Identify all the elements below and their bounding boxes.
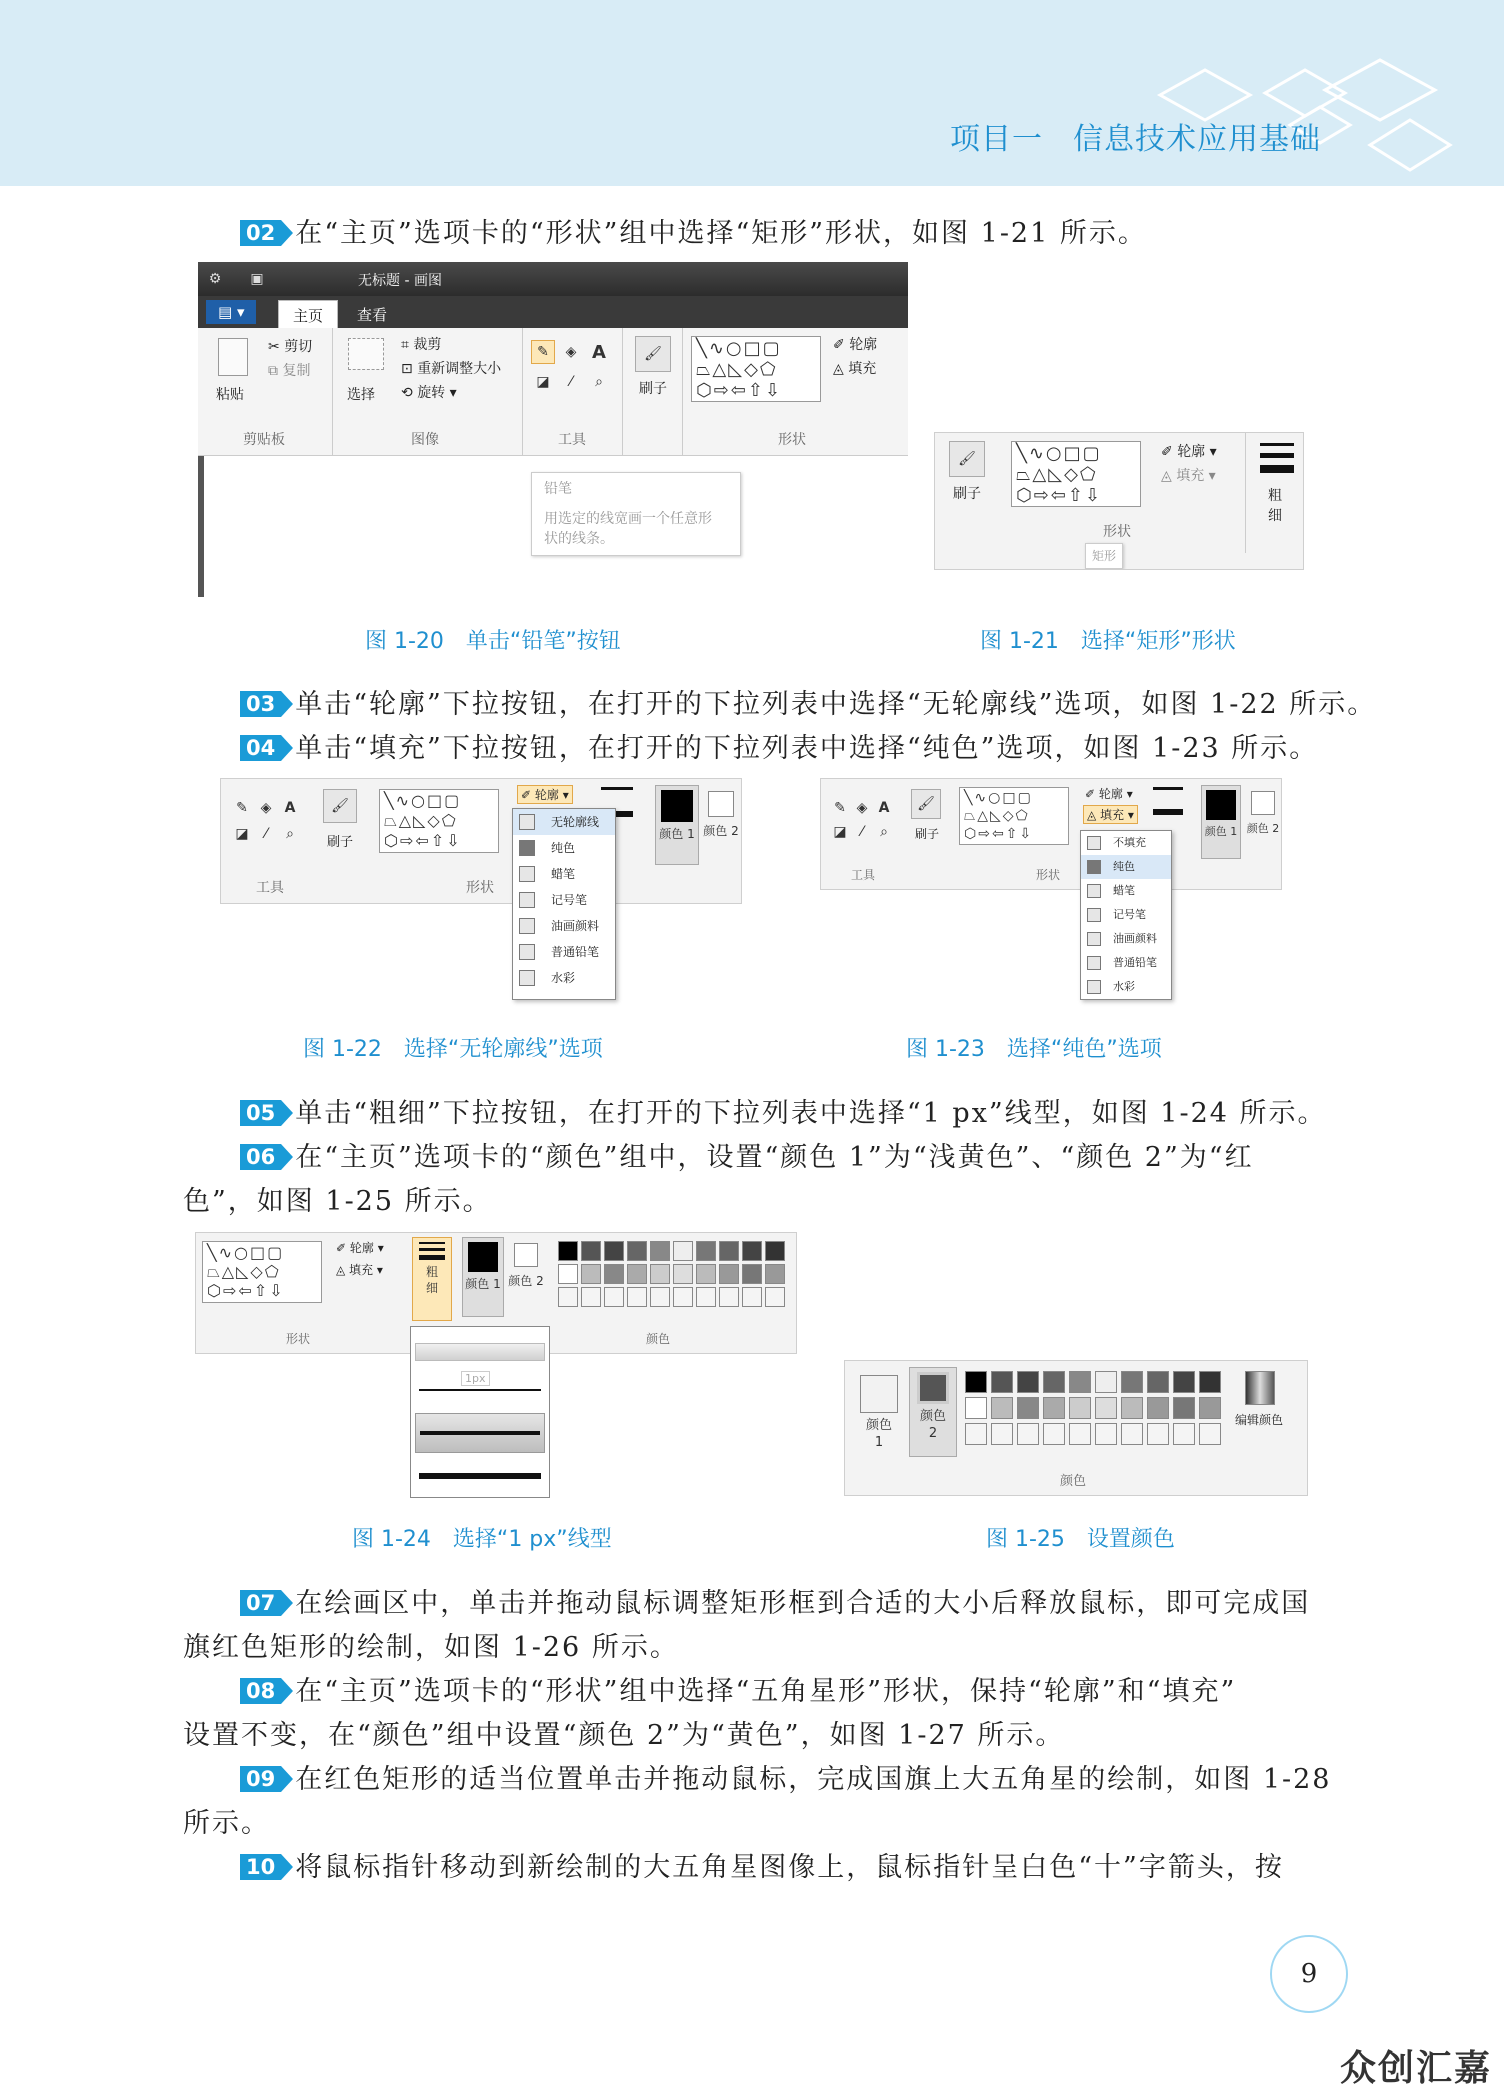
brush-group (623, 328, 683, 455)
palette-swatch[interactable] (696, 1287, 716, 1307)
palette-swatch[interactable] (627, 1264, 647, 1284)
color1-swatch (860, 1375, 898, 1413)
palette-swatch[interactable] (742, 1287, 762, 1307)
palette-swatch[interactable] (1095, 1423, 1117, 1445)
menu-item-label: 记号笔 (551, 893, 588, 907)
color2-selector[interactable] (703, 785, 739, 865)
ribbon (198, 328, 908, 456)
shapes-group-label: 形状 (466, 880, 494, 896)
size-label-1[interactable]: 粗 (1268, 488, 1282, 504)
paragraph-text: 单击“填充”下拉按钮，在打开的下拉列表中选择“纯色”选项，如图 1-23 所示。 (295, 733, 1319, 764)
palette-swatch[interactable] (1095, 1371, 1117, 1393)
size-option-1px[interactable] (415, 1343, 545, 1361)
size-button[interactable] (412, 1237, 452, 1321)
tooltip-body-1: 用选定的线宽画一个任意形 (544, 511, 712, 527)
caption-1-25: 图 1-25 设置颜色 (986, 1527, 1175, 1552)
palette-swatch[interactable] (742, 1241, 762, 1261)
fill-label: 填充 (349, 1263, 374, 1277)
palette-swatch[interactable] (1095, 1397, 1117, 1419)
palette-swatch[interactable] (1017, 1397, 1039, 1419)
color-picker-icon[interactable]: ⁄ (569, 374, 573, 390)
menu-item-label: 普通铅笔 (1113, 956, 1157, 969)
color1-selector[interactable] (1201, 785, 1241, 859)
menu-item[interactable] (513, 861, 615, 887)
menu-item-icon (519, 944, 535, 960)
colors-group-label: 颜色 (1060, 1474, 1087, 1489)
fill-bucket-icon[interactable]: ◈ (260, 800, 272, 816)
palette-swatch[interactable] (742, 1264, 762, 1284)
figure-1-20-screenshot (198, 262, 908, 597)
magnifier-icon[interactable]: ⌕ (286, 826, 294, 842)
menu-item-icon (1087, 932, 1101, 946)
color2-swatch (708, 791, 734, 817)
tools-group-label: 工具 (558, 432, 586, 448)
paragraph-04 (240, 727, 1380, 771)
step-badge: 04 (240, 735, 281, 761)
palette-swatch[interactable] (1173, 1423, 1195, 1445)
palette-swatch[interactable] (650, 1241, 670, 1261)
outline-button[interactable]: ✐ 轮廓 ▾ (336, 1241, 384, 1255)
color2-swatch (1251, 791, 1275, 815)
palette-swatch[interactable] (1069, 1397, 1091, 1419)
color1-swatch (468, 1242, 498, 1272)
menu-item[interactable] (1081, 927, 1171, 951)
caption-1-22: 图 1-22 选择“无轮廓线”选项 (303, 1037, 603, 1062)
palette-swatch[interactable] (1147, 1397, 1169, 1419)
rectangle-tooltip: 矩形 (1085, 543, 1123, 569)
paragraph-02 (240, 212, 1380, 256)
menu-item-icon (519, 892, 535, 908)
caption-1-24: 图 1-24 选择“1 px”线型 (352, 1527, 612, 1552)
paragraph-text-continued: 所示。 (183, 1808, 270, 1839)
paragraph-text: 在绘画区中，单击并拖动鼠标调整矩形框到合适的大小后释放鼠标，即可完成国 (295, 1588, 1311, 1619)
brush-button[interactable]: 刷子 (915, 827, 940, 841)
color-palette (965, 1371, 1225, 1449)
resize-button[interactable]: ⊡ 重新调整大小 (401, 361, 502, 377)
tab-home[interactable]: 主页 (278, 300, 338, 330)
menu-item-label: 纯色 (1113, 860, 1135, 873)
palette-swatch[interactable] (673, 1264, 693, 1284)
palette-swatch[interactable] (627, 1241, 647, 1261)
palette-swatch[interactable] (1147, 1423, 1169, 1445)
fill-label: 填充 (848, 361, 877, 377)
image-group-label: 图像 (411, 432, 439, 448)
outline-button[interactable]: ✐ 轮廓 ▾ (1161, 444, 1217, 460)
size-line (1260, 465, 1294, 473)
copy-button[interactable]: ⧉ 复制 (268, 363, 311, 379)
fill-button[interactable]: ◬ 填充 ▾ (336, 1263, 383, 1277)
color1-swatch (1206, 790, 1236, 820)
paragraph-text: 在“主页”选项卡的“颜色”组中，设置“颜色 1”为“浅黄色”、“颜色 2”为“红 (295, 1142, 1254, 1173)
outline-label: 轮廓 (534, 788, 559, 802)
shapes-gallery[interactable]: ╲∿○□▢ ⏢△◺◇⬠ ⬡⇨⇦⇧⇩ (379, 789, 499, 853)
fill-label: 填充 (1176, 468, 1205, 484)
app-icon: ⚙ (208, 271, 222, 287)
shapes-gallery[interactable]: ╲∿○□▢ ⏢△◺◇⬠ ⬡⇨⇦⇧⇩ (959, 787, 1069, 845)
palette-swatch[interactable] (604, 1264, 624, 1284)
palette-swatch[interactable] (1121, 1371, 1143, 1393)
outline-label: 轮廓 (1177, 444, 1206, 460)
paste-button[interactable]: 粘贴 (216, 387, 244, 403)
caption-1-20: 图 1-20 单击“铅笔”按钮 (365, 629, 621, 654)
color2-swatch (514, 1243, 538, 1267)
figure-1-23-screenshot (820, 778, 1282, 890)
color1-selector[interactable] (462, 1237, 504, 1317)
menu-item-label: 油画颜料 (1113, 932, 1157, 945)
palette-swatch[interactable] (581, 1287, 601, 1307)
paragraph-07 (183, 1582, 1380, 1670)
menu-item[interactable] (513, 835, 615, 861)
step-badge: 05 (240, 1100, 281, 1126)
palette-swatch[interactable] (1069, 1423, 1091, 1445)
palette-swatch[interactable] (991, 1397, 1013, 1419)
magnifier-icon[interactable]: ⌕ (880, 824, 888, 840)
tooltip-body-2: 状的线条。 (544, 531, 614, 547)
color2-swatch (917, 1372, 949, 1404)
pencil-icon[interactable]: ✎ (531, 340, 555, 364)
menu-item-label: 蜡笔 (1113, 884, 1135, 897)
palette-swatch[interactable] (627, 1287, 647, 1307)
brush-button[interactable]: 刷子 (639, 381, 667, 397)
menu-item-label: 水彩 (551, 971, 576, 985)
paragraph-05 (240, 1092, 1380, 1136)
page-number (1270, 1935, 1348, 2013)
menu-item-label: 不填充 (1113, 836, 1146, 849)
paste-icon[interactable] (218, 338, 248, 376)
color2-label: 颜色 2 (920, 1409, 947, 1441)
brush-icon[interactable]: 🖌 (949, 441, 985, 477)
tools-group-label: 工具 (256, 880, 284, 896)
palette-swatch[interactable] (1199, 1423, 1221, 1445)
color1-label: 颜色 1 (465, 1277, 501, 1291)
menu-item[interactable] (513, 887, 615, 913)
outline-dropdown-menu (512, 808, 616, 1000)
palette-swatch[interactable] (765, 1287, 785, 1307)
fill-label: 填充 (1100, 808, 1125, 822)
tools-group (523, 328, 623, 455)
palette-swatch[interactable] (965, 1423, 987, 1445)
paragraph-text-continued: 旗红色矩形的绘制，如图 1-26 所示。 (183, 1632, 679, 1663)
outline-label: 轮廓 (349, 1241, 374, 1255)
palette-swatch[interactable] (650, 1264, 670, 1284)
menu-item-icon (519, 814, 535, 830)
paragraph-10 (240, 1846, 1380, 1890)
copy-label: 复制 (282, 363, 311, 379)
crop-label: 裁剪 (413, 337, 442, 353)
step-badge: 02 (240, 220, 281, 246)
pencil-icon[interactable]: ✎ (834, 800, 846, 816)
select-icon[interactable] (348, 338, 384, 370)
shapes-group-label: 形状 (778, 432, 806, 448)
brush-button[interactable]: 刷子 (327, 835, 354, 850)
shapes-group-label: 形状 (1103, 524, 1131, 540)
palette-swatch[interactable] (765, 1264, 785, 1284)
palette-swatch[interactable] (719, 1241, 739, 1261)
palette-swatch[interactable] (1043, 1397, 1065, 1419)
menu-item-label: 记号笔 (1113, 908, 1146, 921)
palette-swatch[interactable] (1199, 1371, 1221, 1393)
fill-button[interactable]: ◬ 填充 (833, 361, 877, 377)
palette-swatch[interactable] (1147, 1371, 1169, 1393)
step-badge: 06 (240, 1144, 281, 1170)
text-icon[interactable]: A (284, 800, 296, 816)
outline-label: 轮廓 (849, 337, 878, 353)
text-icon[interactable]: A (592, 341, 606, 363)
crop-button[interactable]: ⌗ 裁剪 (401, 337, 442, 353)
color-picker-icon[interactable]: ⁄ (264, 826, 268, 842)
size-dropdown (410, 1326, 550, 1498)
color2-label: 颜色 2 (1246, 822, 1280, 835)
menu-item[interactable] (513, 913, 615, 939)
palette-swatch[interactable] (1173, 1397, 1195, 1419)
brush-icon[interactable]: 🖌 (635, 336, 671, 372)
brush-icon[interactable]: 🖌 (911, 789, 941, 819)
brush-icon[interactable]: 🖌 (323, 789, 357, 823)
magnifier-icon[interactable]: ⌕ (595, 374, 603, 390)
menu-item-icon (1087, 956, 1101, 970)
fill-bucket-icon[interactable]: ◈ (565, 344, 577, 360)
cut-label: 剪切 (284, 339, 313, 355)
size-label-2: 细 (425, 1281, 438, 1295)
tools-group-label: 工具 (851, 868, 876, 882)
color2-label: 颜色 2 (703, 824, 739, 838)
menu-item[interactable] (1081, 951, 1171, 975)
clipboard-group (198, 328, 333, 455)
palette-swatch[interactable] (696, 1241, 716, 1261)
size-icon[interactable] (1153, 787, 1183, 815)
menu-item-label: 普通铅笔 (551, 945, 600, 959)
size-label-1: 粗 (425, 1265, 438, 1279)
color1-label: 颜色 1 (659, 827, 695, 841)
palette-swatch[interactable] (1199, 1397, 1221, 1419)
step-badge: 09 (240, 1766, 281, 1792)
fill-bucket-icon[interactable]: ◈ (856, 800, 868, 816)
color1-selector[interactable] (857, 1371, 901, 1451)
palette-swatch[interactable] (765, 1241, 785, 1261)
palette-swatch[interactable] (604, 1241, 624, 1261)
menu-item[interactable] (1081, 831, 1171, 855)
outline-button[interactable]: ✐ 轮廓 (833, 337, 878, 353)
menu-item-label: 纯色 (551, 841, 576, 855)
tab-row (198, 296, 908, 328)
figure-1-22-screenshot (220, 778, 742, 904)
size-option-line[interactable] (419, 1389, 541, 1391)
caption-1-23: 图 1-23 选择“纯色”选项 (906, 1037, 1162, 1062)
color2-selector[interactable] (1245, 785, 1281, 859)
figure-1-25-screenshot (844, 1360, 1308, 1496)
palette-swatch[interactable] (965, 1371, 987, 1393)
paragraph-08 (183, 1670, 1380, 1758)
edit-colors-button[interactable]: 编辑颜色 (1235, 1413, 1284, 1427)
paragraph-text: 在“主页”选项卡的“形状”组中选择“五角星形”形状，保持“轮廓”和“填充” (295, 1676, 1237, 1707)
brand-watermark: 众创汇嘉 (1340, 2048, 1493, 2089)
size-label-2[interactable]: 细 (1268, 508, 1282, 524)
project-title: 信息技术应用基础 (1073, 122, 1321, 157)
pencil-tooltip (531, 472, 741, 556)
paragraph-text: 单击“粗细”下拉按钮，在打开的下拉列表中选择“1 px”线型，如图 1-24 所示。 (295, 1098, 1327, 1129)
size-line (1260, 443, 1294, 446)
menu-item[interactable] (513, 965, 615, 991)
palette-swatch[interactable] (991, 1371, 1013, 1393)
palette-swatch[interactable] (604, 1287, 624, 1307)
paragraph-text: 单击“轮廓”下拉按钮，在打开的下拉列表中选择“无轮廓线”选项，如图 1-22 所示。 (295, 689, 1377, 720)
size-line (1260, 453, 1294, 458)
page-number-text: 9 (1300, 1959, 1318, 1989)
color2-label: 颜色 2 (508, 1274, 544, 1288)
palette-swatch[interactable] (1121, 1423, 1143, 1445)
palette-swatch[interactable] (1121, 1397, 1143, 1419)
eraser-icon[interactable]: ◪ (536, 374, 550, 390)
paragraph-text: 在红色矩形的适当位置单击并拖动鼠标，完成国旗上大五角星的绘制，如图 1-28 (295, 1764, 1332, 1795)
eraser-icon[interactable]: ◪ (833, 824, 847, 840)
project-label: 项目一 (950, 122, 1043, 157)
shapes-gallery[interactable]: ╲∿○□▢ ⏢△◺◇⬠ ⬡⇨⇦⇧⇩ (1011, 441, 1141, 507)
palette-swatch[interactable] (696, 1264, 716, 1284)
text-icon[interactable]: A (878, 800, 890, 816)
step-badge: 03 (240, 691, 281, 717)
menu-item[interactable] (1081, 903, 1171, 927)
menu-item[interactable] (1081, 975, 1171, 999)
palette-swatch[interactable] (991, 1423, 1013, 1445)
palette-swatch[interactable] (1043, 1423, 1065, 1445)
size-option-line[interactable] (419, 1473, 541, 1479)
menu-item[interactable] (1081, 855, 1171, 879)
file-menu-button[interactable]: ▤ ▾ (206, 300, 256, 324)
shapes-gallery[interactable]: ╲∿○□▢ ⏢△◺◇⬠ ⬡⇨⇦⇧⇩ (691, 336, 821, 402)
color-picker-icon[interactable]: ⁄ (860, 824, 864, 840)
save-icon[interactable]: ▣ (250, 271, 264, 287)
paragraph-09 (183, 1758, 1380, 1846)
palette-swatch[interactable] (1017, 1423, 1039, 1445)
paragraph-text-continued: 设置不变，在“颜色”组中设置“颜色 2”为“黄色”，如图 1-27 所示。 (183, 1720, 1065, 1751)
shapes-gallery[interactable]: ╲∿○□▢ ⏢△◺◇⬠ ⬡⇨⇦⇧⇩ (202, 1241, 322, 1303)
color2-selector[interactable] (909, 1367, 957, 1457)
paragraph-text-continued: 色”，如图 1-25 所示。 (183, 1186, 492, 1217)
step-badge: 07 (240, 1590, 281, 1616)
fill-dropdown-menu (1080, 830, 1172, 1000)
menu-item[interactable] (1081, 879, 1171, 903)
step-badge: 10 (240, 1854, 281, 1880)
color1-label: 颜色 1 (866, 1418, 893, 1450)
outline-button[interactable]: ✐ 轮廓 ▾ (517, 785, 573, 804)
menu-item-label: 无轮廓线 (551, 815, 600, 829)
shapes-group-label: 形状 (286, 1332, 311, 1346)
window-title: 无标题 - 画图 (358, 273, 442, 289)
palette-swatch[interactable] (558, 1241, 578, 1261)
clipboard-group-label: 剪贴板 (243, 432, 285, 448)
menu-item-icon (519, 866, 535, 882)
menu-item-label: 油画颜料 (551, 919, 600, 933)
palette-swatch[interactable] (558, 1287, 578, 1307)
palette-swatch[interactable] (581, 1241, 601, 1261)
brush-button[interactable]: 刷子 (953, 486, 981, 502)
menu-item-icon (1087, 980, 1101, 994)
paragraph-03 (240, 683, 1380, 727)
step-badge: 08 (240, 1678, 281, 1704)
eraser-icon[interactable]: ◪ (235, 826, 249, 842)
shapes-group (683, 328, 908, 455)
palette-swatch[interactable] (673, 1241, 693, 1261)
palette-swatch[interactable] (1069, 1371, 1091, 1393)
paragraph-text: 将鼠标指针移动到新绘制的大五角星图像上，鼠标指针呈白色“十”字箭头，按 (295, 1852, 1284, 1883)
size-tooltip: 1px (461, 1371, 490, 1386)
menu-item-icon (519, 918, 535, 934)
header-title (950, 114, 1351, 158)
caption-1-21: 图 1-21 选择“矩形”形状 (980, 629, 1236, 654)
page-header (0, 0, 1504, 186)
rotate-button[interactable]: ⟲ 旋转 ▾ (401, 385, 457, 401)
cut-button[interactable]: ✂ 剪切 (268, 339, 313, 355)
menu-item-icon (1087, 908, 1101, 922)
figure-1-21-screenshot (934, 432, 1304, 570)
image-group (333, 328, 523, 455)
edit-colors-icon[interactable] (1245, 1371, 1275, 1405)
menu-item-icon (519, 970, 535, 986)
palette-swatch[interactable] (1043, 1371, 1065, 1393)
menu-item-icon (1087, 860, 1101, 874)
palette-swatch[interactable] (558, 1264, 578, 1284)
palette-swatch[interactable] (965, 1397, 987, 1419)
tab-view[interactable]: 查看 (357, 306, 388, 324)
size-group (1245, 433, 1304, 553)
menu-item-icon (1087, 836, 1101, 850)
color1-swatch (661, 790, 693, 822)
palette-swatch[interactable] (650, 1287, 670, 1307)
menu-item-icon (519, 840, 535, 856)
menu-item[interactable] (513, 809, 615, 835)
select-button[interactable]: 选择 (347, 387, 375, 403)
tooltip-title: 铅笔 (544, 481, 572, 497)
size-option-selected[interactable] (415, 1413, 545, 1453)
palette-swatch[interactable] (581, 1264, 601, 1284)
canvas-edge (198, 456, 204, 597)
color-palette (558, 1241, 794, 1307)
color2-selector[interactable] (508, 1237, 544, 1317)
fill-button[interactable]: ◬ 填充 ▾ (1083, 805, 1138, 824)
shapes-group-label: 形状 (1036, 868, 1061, 882)
paragraph-text: 在“主页”选项卡的“形状”组中选择“矩形”形状，如图 1-21 所示。 (295, 218, 1147, 249)
menu-item-icon (1087, 884, 1101, 898)
palette-swatch[interactable] (719, 1264, 739, 1284)
pencil-icon[interactable]: ✎ (236, 800, 248, 816)
outline-button[interactable]: ✐ 轮廓 ▾ (1085, 787, 1133, 801)
palette-swatch[interactable] (719, 1287, 739, 1307)
palette-swatch[interactable] (673, 1287, 693, 1307)
menu-item-label: 蜡笔 (551, 867, 576, 881)
colors-group-label: 颜色 (646, 1332, 671, 1346)
fill-button[interactable]: ◬ 填充 ▾ (1161, 468, 1216, 484)
rotate-label: 旋转 (417, 385, 446, 401)
color1-selector[interactable] (655, 785, 699, 865)
title-bar (198, 262, 908, 296)
resize-label: 重新调整大小 (417, 361, 502, 377)
menu-item[interactable] (513, 939, 615, 965)
color1-label: 颜色 1 (1204, 825, 1238, 838)
palette-swatch[interactable] (1017, 1371, 1039, 1393)
palette-swatch[interactable] (1173, 1371, 1195, 1393)
paragraph-06 (183, 1136, 1380, 1224)
menu-item-label: 水彩 (1113, 980, 1135, 993)
outline-label: 轮廓 (1098, 787, 1123, 801)
